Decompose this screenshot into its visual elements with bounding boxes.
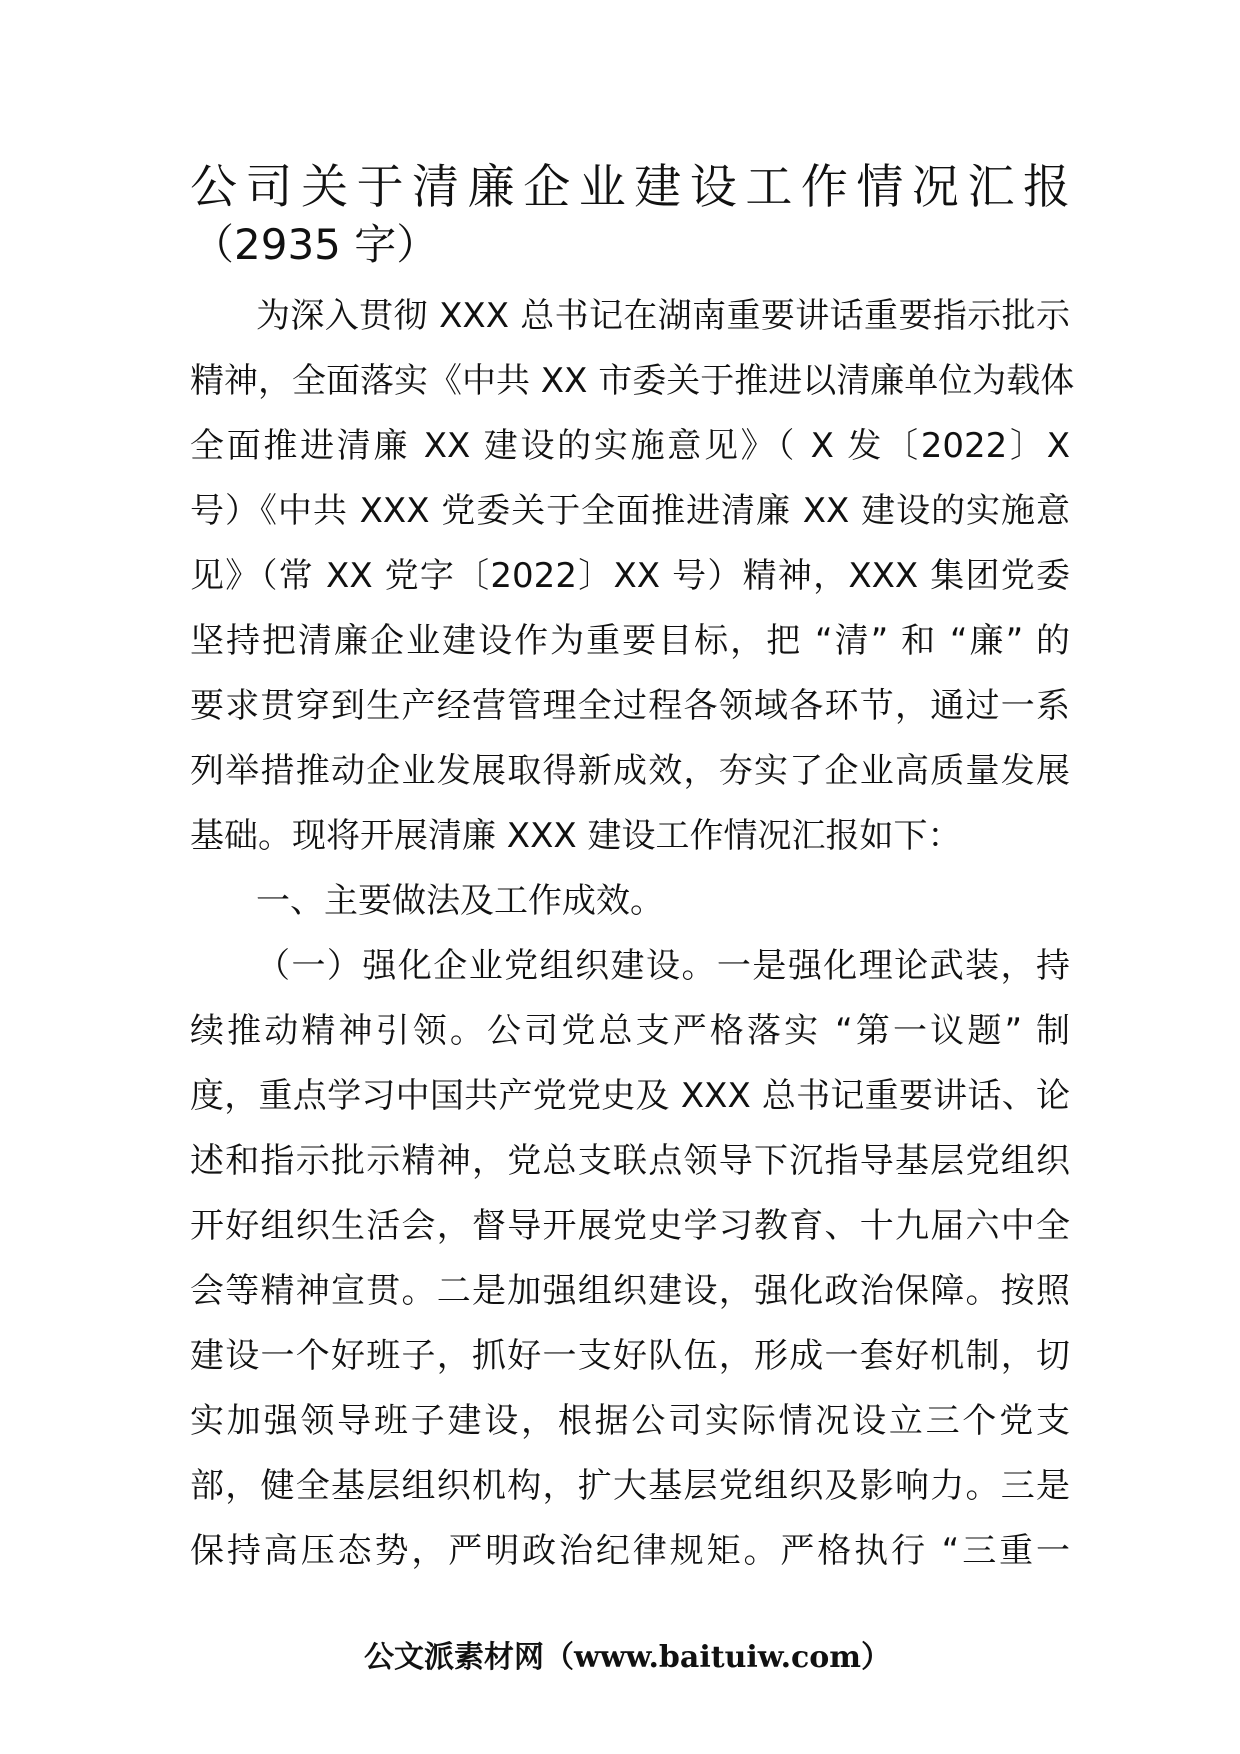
- paragraph-line: 要求贯穿到生产经营管理全过程各领域各环节，通过一系: [190, 686, 1070, 726]
- document-word-count: （2935 字）: [192, 220, 439, 269]
- paragraph-line: 续推动精神引领。公司党总支严格落实 “第一议题” 制: [190, 1011, 1070, 1051]
- paragraph-line: 列举措推动企业发展取得新成效，夯实了企业高质量发展: [190, 751, 1070, 791]
- paragraph-line: 全面推进清廉 XX 建设的实施意见》（ X 发〔2022〕X: [190, 426, 1070, 466]
- paragraph-line: 开好组织生活会，督导开展党史学习教育、十九届六中全: [190, 1206, 1070, 1246]
- document-body: [190, 296, 1075, 1599]
- paragraph-line: （一）强化企业党组织建设。一是强化理论武装，持: [256, 946, 1070, 986]
- paragraph-line: 基础。现将开展清廉 XXX 建设工作情况汇报如下：: [190, 816, 962, 856]
- paragraph-line: 度，重点学习中国共产党党史及 XXX 总书记重要讲话、论: [190, 1076, 1070, 1116]
- paragraph-line: 见》（常 XX 党字〔2022〕XX 号）精神，XXX 集团党委: [190, 556, 1070, 596]
- paragraph-line: 述和指示批示精神，党总支联点领导下沉指导基层党组织: [190, 1141, 1070, 1181]
- paragraph-line: 号）《中共 XXX 党委关于全面推进清廉 XX 建设的实施意: [190, 491, 1070, 531]
- paragraph-line: 坚持把清廉企业建设作为重要目标，把 “清” 和 “廉” 的: [190, 621, 1070, 661]
- paragraph-line: 会等精神宣贯。二是加强组织建设，强化政治保障。按照: [190, 1271, 1070, 1311]
- paragraph-line: 精神，全面落实《中共 XX 市委关于推进以清廉单位为载体: [190, 361, 1075, 401]
- document-title: 公司关于清廉企业建设工作情况汇报: [190, 160, 1070, 215]
- paragraph-line: 保持高压态势，严明政治纪律规矩。严格执行 “三重一: [190, 1531, 1070, 1571]
- section-heading: 一、主要做法及工作成效。: [256, 881, 664, 921]
- paragraph-line: 部，健全基层组织机构，扩大基层党组织及影响力。三是: [190, 1466, 1070, 1506]
- footer-watermark: 公文派素材网（www.baituiw.com）: [364, 1640, 892, 1675]
- paragraph-line: 建设一个好班子，抓好一支好队伍，形成一套好机制，切: [190, 1336, 1070, 1376]
- paragraph-line: 为深入贯彻 XXX 总书记在湖南重要讲话重要指示批示: [256, 296, 1070, 336]
- paragraph-line: 实加强领导班子建设，根据公司实际情况设立三个党支: [190, 1401, 1070, 1441]
